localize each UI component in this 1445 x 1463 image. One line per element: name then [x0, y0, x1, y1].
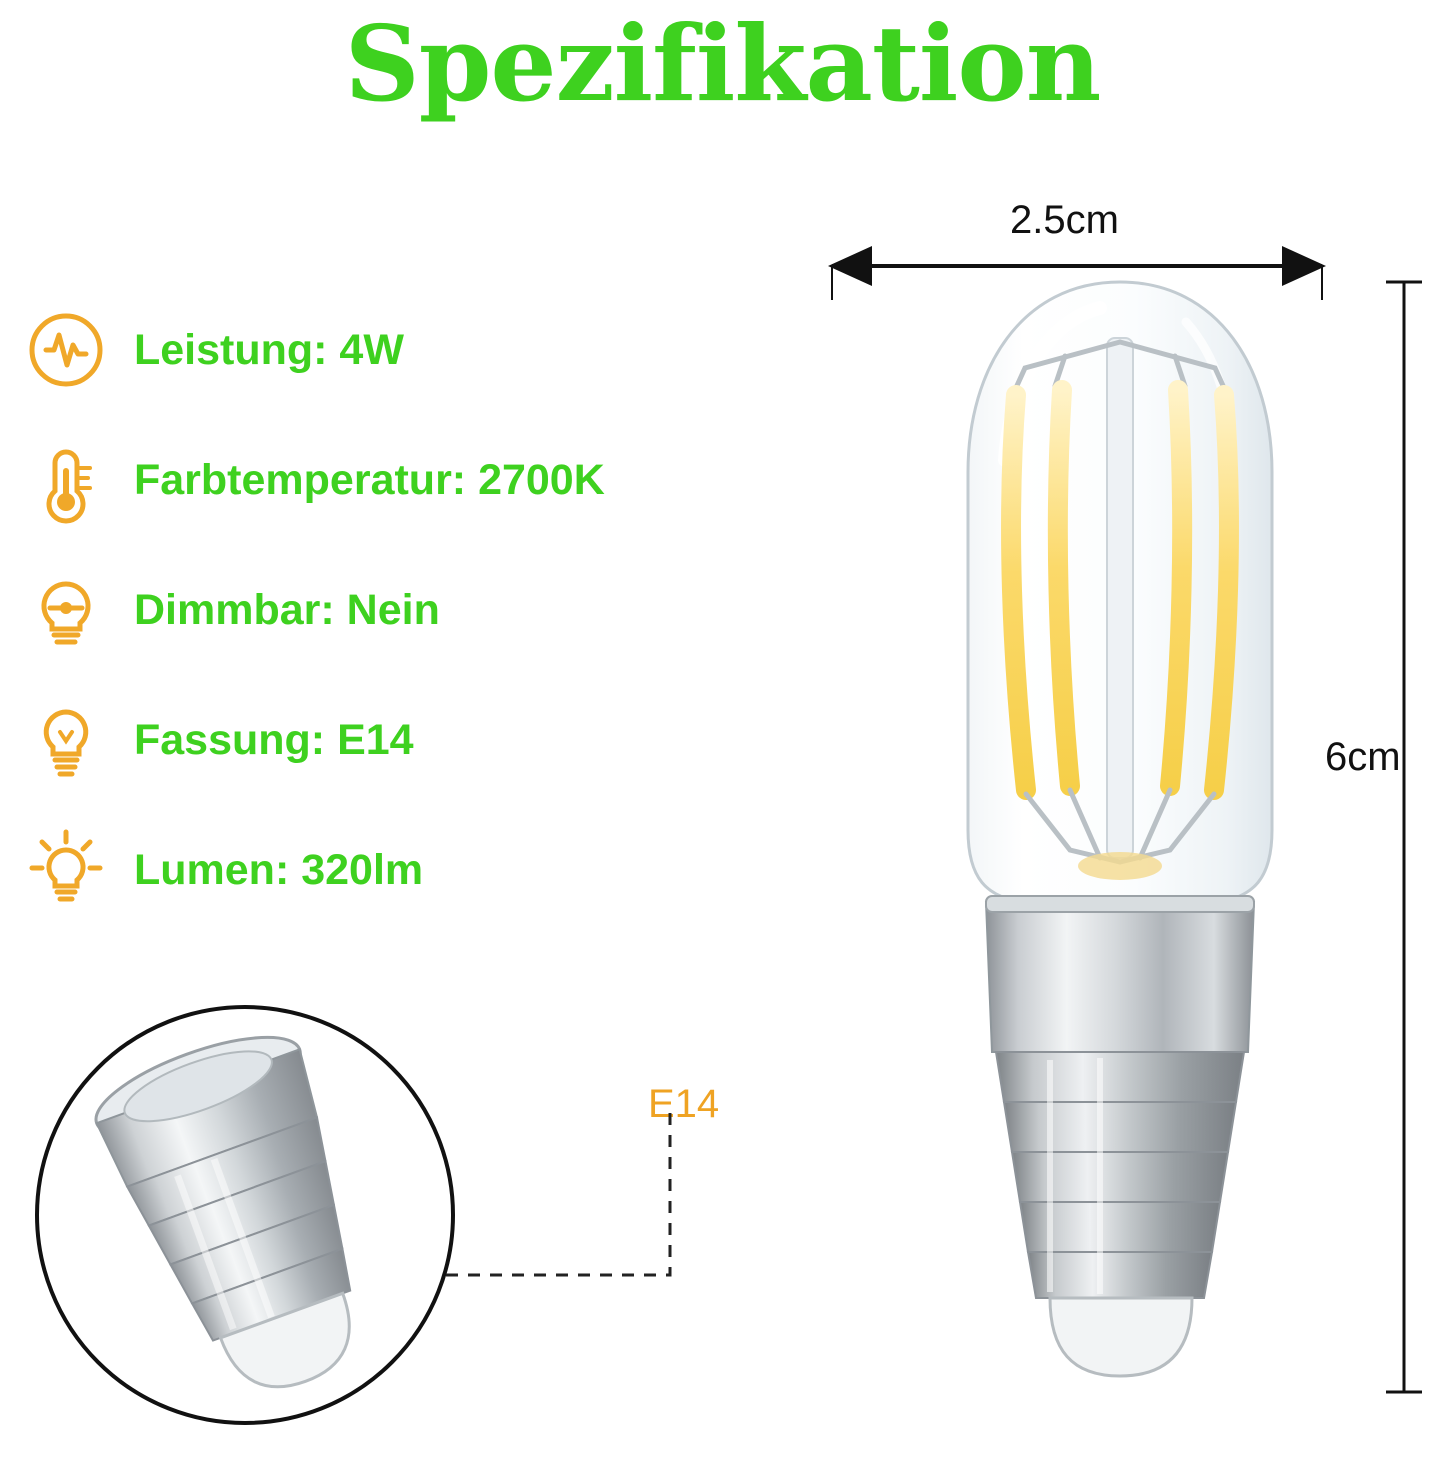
dimension-height-label: 6cm	[1325, 735, 1401, 779]
bulb-socket-icon	[20, 694, 112, 786]
callout-leader-line	[440, 1090, 680, 1280]
specification-list	[20, 285, 740, 935]
spec-label-power: Leistung: 4W	[134, 325, 404, 374]
dimension-width-label: 2.5cm	[1010, 198, 1119, 242]
spec-label-lumen: Lumen: 320lm	[134, 845, 424, 894]
spec-label-color-temperature: Farbtemperatur: 2700K	[134, 455, 605, 504]
spec-label-socket: Fassung: E14	[134, 715, 414, 764]
spec-row-color-temperature	[20, 415, 740, 545]
led-bulb-illustration	[800, 190, 1440, 1390]
spec-row-dimmable	[20, 545, 740, 675]
spec-row-socket	[20, 675, 740, 805]
page-title: Spezifikation	[344, 2, 1101, 125]
thermometer-icon	[20, 434, 112, 526]
bulb-shine-icon	[20, 824, 112, 916]
base-callout-label: E14	[648, 1082, 720, 1126]
base-closeup-inset	[30, 1000, 460, 1430]
spec-row-power	[20, 285, 740, 415]
power-pulse-icon	[20, 304, 112, 396]
spec-row-lumen	[20, 805, 740, 935]
spec-label-dimmable: Dimmbar: Nein	[134, 585, 440, 634]
dimmer-bulb-icon	[20, 564, 112, 656]
